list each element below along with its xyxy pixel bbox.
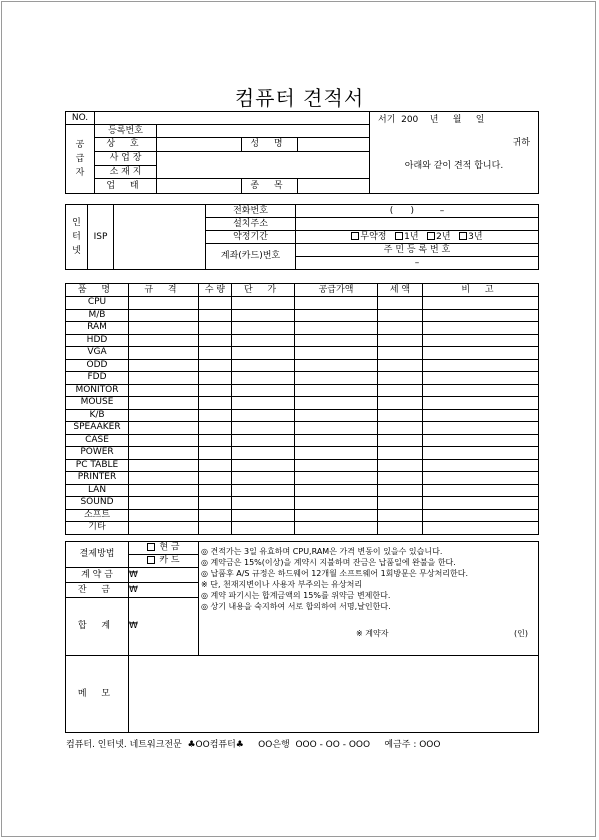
contract-option-1y[interactable]: 1년 <box>395 232 418 242</box>
item-name: SOUND <box>66 497 129 510</box>
unit-price-cell[interactable] <box>232 459 295 472</box>
qty-cell[interactable] <box>199 334 232 347</box>
reg-number-label: 등록번호 <box>95 125 157 138</box>
tax-cell[interactable] <box>378 434 423 447</box>
name-field[interactable] <box>298 138 370 152</box>
contract-option-2y[interactable]: 2년 <box>427 232 450 242</box>
intro-text: 아래와 같이 견적 합니다. <box>404 161 504 171</box>
table-row <box>66 359 539 372</box>
term-note: ◎ 계약금은 15%(이상)을 계약시 지불하며 잔금은 납품일에 완불을 한다. <box>201 558 456 567</box>
qty-cell[interactable] <box>199 397 232 410</box>
table-row <box>66 347 539 360</box>
total-amount[interactable]: ₩ <box>129 598 199 656</box>
tax-cell[interactable] <box>378 459 423 472</box>
supply-value-cell[interactable] <box>295 347 378 360</box>
remarks-cell[interactable] <box>423 459 539 472</box>
supply-value-cell[interactable] <box>295 447 378 460</box>
business-type-field[interactable] <box>157 179 242 194</box>
item-label: 종 목 <box>242 179 298 194</box>
isp-field[interactable] <box>114 205 206 270</box>
qty-cell[interactable] <box>199 297 232 310</box>
item-name: PC TABLE <box>66 459 129 472</box>
spec-cell[interactable] <box>129 397 199 410</box>
tax-cell[interactable] <box>378 359 423 372</box>
remarks-cell[interactable] <box>423 297 539 310</box>
checkbox-icon <box>147 543 155 551</box>
business-type-label: 업 태 <box>95 179 157 194</box>
supply-value-cell[interactable] <box>295 359 378 372</box>
item-name: MONITOR <box>66 384 129 397</box>
business-place-label: 사 업 장 <box>95 152 157 166</box>
name-label: 성 명 <box>242 138 298 152</box>
deposit-amount[interactable]: ₩ <box>129 568 199 583</box>
table-row <box>66 334 539 347</box>
item-name: PRINTER <box>66 472 129 485</box>
memo-field[interactable] <box>129 656 539 733</box>
table-row <box>66 472 539 485</box>
remarks-cell[interactable] <box>423 497 539 510</box>
supply-value-cell[interactable] <box>295 422 378 435</box>
table-row <box>66 309 539 322</box>
item-name: M/B <box>66 309 129 322</box>
col-header-qty: 수 량 <box>199 284 232 297</box>
unit-price-cell[interactable] <box>232 497 295 510</box>
remarks-cell[interactable] <box>423 472 539 485</box>
table-row <box>66 447 539 460</box>
remarks-cell[interactable] <box>423 334 539 347</box>
date-cell <box>370 112 539 194</box>
supply-value-cell[interactable] <box>295 384 378 397</box>
qty-cell[interactable] <box>199 347 232 360</box>
qty-cell[interactable] <box>199 372 232 385</box>
remarks-cell[interactable] <box>423 372 539 385</box>
qty-cell[interactable] <box>199 422 232 435</box>
tax-cell[interactable] <box>378 372 423 385</box>
install-address-field[interactable] <box>296 218 539 231</box>
tax-cell[interactable] <box>378 397 423 410</box>
spec-cell[interactable] <box>129 522 199 535</box>
supply-value-cell[interactable] <box>295 472 378 485</box>
supply-value-cell[interactable] <box>295 334 378 347</box>
remarks-cell[interactable] <box>423 409 539 422</box>
location-label: 소 재 지 <box>95 166 157 179</box>
spec-cell[interactable] <box>129 484 199 497</box>
table-row <box>66 484 539 497</box>
table-row <box>66 397 539 410</box>
payment-method-label: 결제방법 <box>66 542 129 568</box>
item-name: HDD <box>66 334 129 347</box>
supply-value-cell[interactable] <box>295 484 378 497</box>
install-address-label: 설치주소 <box>206 218 296 231</box>
supply-value-cell[interactable] <box>295 309 378 322</box>
unit-price-cell[interactable] <box>232 359 295 372</box>
checkbox-icon <box>459 232 467 240</box>
spec-cell[interactable] <box>129 359 199 372</box>
term-note: ◎ 계약 파기시는 합계금액의 15%를 위약금 변제한다. <box>201 591 391 600</box>
qty-cell[interactable] <box>199 359 232 372</box>
remarks-cell[interactable] <box>423 322 539 335</box>
qty-cell[interactable] <box>199 472 232 485</box>
tax-cell[interactable] <box>378 522 423 535</box>
supply-value-cell[interactable] <box>295 372 378 385</box>
term-note: ◎ 납품후 A/S 규정은 하드웨어 12개월 소프트웨어 1회방문은 무상처리한다. <box>201 569 469 578</box>
qty-cell[interactable] <box>199 384 232 397</box>
resident-number-label: 주 민 등 록 번 호 <box>296 244 539 257</box>
total-label: 합 계 <box>66 598 129 656</box>
unit-price-cell[interactable] <box>232 409 295 422</box>
table-row <box>66 497 539 510</box>
remarks-cell[interactable] <box>423 422 539 435</box>
tax-cell[interactable] <box>378 484 423 497</box>
reg-number-field[interactable] <box>157 125 370 138</box>
col-header-item: 품 명 <box>66 284 129 297</box>
remarks-cell[interactable] <box>423 509 539 522</box>
col-header-unit-price: 단 가 <box>232 284 295 297</box>
contract-option-none[interactable]: 무약정 <box>351 232 386 242</box>
page-title: 컴퓨터 견적서 <box>234 86 365 110</box>
item-name: FDD <box>66 372 129 385</box>
spec-cell[interactable] <box>129 309 199 322</box>
remarks-cell[interactable] <box>423 309 539 322</box>
qty-cell[interactable] <box>199 522 232 535</box>
company-field[interactable] <box>157 138 242 152</box>
tax-cell[interactable] <box>378 472 423 485</box>
balance-label: 잔 금 <box>66 583 129 598</box>
remarks-cell[interactable] <box>423 347 539 360</box>
table-row <box>66 409 539 422</box>
supply-value-cell[interactable] <box>295 434 378 447</box>
table-row <box>66 434 539 447</box>
honorific: 귀하 <box>512 138 530 148</box>
address-field[interactable] <box>157 152 370 179</box>
item-name: CPU <box>66 297 129 310</box>
table-row <box>66 459 539 472</box>
tax-cell[interactable] <box>378 309 423 322</box>
checkbox-icon <box>351 232 359 240</box>
unit-price-cell[interactable] <box>232 397 295 410</box>
supplier-table <box>65 111 539 194</box>
spec-cell[interactable] <box>129 422 199 435</box>
unit-price-cell[interactable] <box>232 509 295 522</box>
unit-price-cell[interactable] <box>232 334 295 347</box>
checkbox-icon <box>147 556 155 564</box>
summary-table <box>65 541 539 733</box>
phone-field[interactable]: ( ) – <box>296 205 539 218</box>
memo-label: 메 모 <box>66 656 129 733</box>
internet-label: 인터넷 <box>66 205 88 270</box>
col-header-spec: 규 격 <box>129 284 199 297</box>
unit-price-cell[interactable] <box>232 297 295 310</box>
item-name: SPEAAKER <box>66 422 129 435</box>
item-name: VGA <box>66 347 129 360</box>
table-row <box>66 509 539 522</box>
spec-cell[interactable] <box>129 459 199 472</box>
contract-period-label: 약정기간 <box>206 231 296 244</box>
qty-cell[interactable] <box>199 447 232 460</box>
col-header-remarks: 비 고 <box>423 284 539 297</box>
spec-cell[interactable] <box>129 434 199 447</box>
table-row <box>66 522 539 535</box>
item-name: CASE <box>66 434 129 447</box>
resident-number-field[interactable]: – <box>296 257 539 270</box>
contract-option-3y[interactable]: 3년 <box>459 232 482 242</box>
item-name: RAM <box>66 322 129 335</box>
col-header-tax: 세 액 <box>378 284 423 297</box>
term-note: ◎ 상기 내용을 숙지하여 서로 합의하여 서명,날인한다. <box>201 602 391 611</box>
internet-table <box>65 204 539 270</box>
unit-price-cell[interactable] <box>232 347 295 360</box>
tax-cell[interactable] <box>378 447 423 460</box>
spec-cell[interactable] <box>129 384 199 397</box>
term-note: ※ 단, 천재지변이나 사용자 부주의는 유상처리 <box>201 580 363 589</box>
remarks-cell[interactable] <box>423 397 539 410</box>
spec-cell[interactable] <box>129 409 199 422</box>
company-label: 상 호 <box>95 138 157 152</box>
deposit-label: 계 약 금 <box>66 568 129 583</box>
no-label: NO. <box>66 112 95 125</box>
contract-options <box>296 231 539 244</box>
balance-amount[interactable]: ₩ <box>129 583 199 598</box>
item-name: LAN <box>66 484 129 497</box>
qty-cell[interactable] <box>199 459 232 472</box>
spec-cell[interactable] <box>129 372 199 385</box>
unit-price-cell[interactable] <box>232 309 295 322</box>
tax-cell[interactable] <box>378 509 423 522</box>
account-card-label: 계좌(카드)번호 <box>206 244 296 270</box>
spec-cell[interactable] <box>129 322 199 335</box>
qty-cell[interactable] <box>199 322 232 335</box>
spec-cell[interactable] <box>129 347 199 360</box>
remarks-cell[interactable] <box>423 434 539 447</box>
spec-cell[interactable] <box>129 447 199 460</box>
unit-price-cell[interactable] <box>232 422 295 435</box>
footer-text: 컴퓨터. 인터넷. 네트워크전문 ♣OO컴퓨터♣ OO은행 OOO - OO - OOO 예금주 : OOO <box>66 740 441 750</box>
unit-price-cell[interactable] <box>232 522 295 535</box>
item-name: ODD <box>66 359 129 372</box>
spec-cell[interactable] <box>129 497 199 510</box>
qty-cell[interactable] <box>199 409 232 422</box>
unit-price-cell[interactable] <box>232 322 295 335</box>
no-field[interactable] <box>95 112 370 125</box>
item-name: MOUSE <box>66 397 129 410</box>
qty-cell[interactable] <box>199 484 232 497</box>
signer-label: ※ 계약자 <box>356 629 389 638</box>
date-text: 서기 200 년 월 일 <box>378 115 485 125</box>
tax-cell[interactable] <box>378 347 423 360</box>
unit-price-cell[interactable] <box>232 384 295 397</box>
unit-price-cell[interactable] <box>232 484 295 497</box>
supply-value-cell[interactable] <box>295 397 378 410</box>
term-note: ◎ 견적가는 3일 유효하며 CPU,RAM은 가격 변동이 있을수 있습니다. <box>201 547 443 556</box>
tax-cell[interactable] <box>378 422 423 435</box>
tax-cell[interactable] <box>378 384 423 397</box>
tax-cell[interactable] <box>378 497 423 510</box>
qty-cell[interactable] <box>199 509 232 522</box>
remarks-cell[interactable] <box>423 447 539 460</box>
items-header-row <box>66 284 539 297</box>
item-name: POWER <box>66 447 129 460</box>
item-name: 기타 <box>66 522 129 535</box>
col-header-supply-value: 공급가액 <box>295 284 378 297</box>
supply-value-cell[interactable] <box>295 322 378 335</box>
unit-price-cell[interactable] <box>232 447 295 460</box>
table-row <box>66 422 539 435</box>
table-row <box>66 322 539 335</box>
terms-cell <box>199 542 539 656</box>
tax-cell[interactable] <box>378 409 423 422</box>
checkbox-icon <box>395 232 403 240</box>
qty-cell[interactable] <box>199 434 232 447</box>
remarks-cell[interactable] <box>423 484 539 497</box>
item-name: 소프트 <box>66 509 129 522</box>
checkbox-icon <box>427 232 435 240</box>
tax-cell[interactable] <box>378 322 423 335</box>
payment-option-card[interactable]: 카 드 <box>129 555 199 568</box>
seal-mark: (인) <box>514 629 528 638</box>
items-table <box>65 283 539 535</box>
isp-label: ISP <box>88 205 114 270</box>
supply-value-cell[interactable] <box>295 497 378 510</box>
unit-price-cell[interactable] <box>232 372 295 385</box>
remarks-cell[interactable] <box>423 384 539 397</box>
unit-price-cell[interactable] <box>232 434 295 447</box>
qty-cell[interactable] <box>199 497 232 510</box>
item-field[interactable] <box>298 179 370 194</box>
item-name: K/B <box>66 409 129 422</box>
remarks-cell[interactable] <box>423 359 539 372</box>
remarks-cell[interactable] <box>423 522 539 535</box>
spec-cell[interactable] <box>129 334 199 347</box>
table-row <box>66 372 539 385</box>
supply-value-cell[interactable] <box>295 409 378 422</box>
spec-cell[interactable] <box>129 297 199 310</box>
spec-cell[interactable] <box>129 472 199 485</box>
supplier-label: 공급자 <box>66 125 95 194</box>
payment-option-cash[interactable]: 현 금 <box>129 542 199 555</box>
supply-value-cell[interactable] <box>295 509 378 522</box>
qty-cell[interactable] <box>199 309 232 322</box>
phone-label: 전화번호 <box>206 205 296 218</box>
table-row <box>66 297 539 310</box>
supply-value-cell[interactable] <box>295 459 378 472</box>
supply-value-cell[interactable] <box>295 522 378 535</box>
tax-cell[interactable] <box>378 297 423 310</box>
unit-price-cell[interactable] <box>232 472 295 485</box>
tax-cell[interactable] <box>378 334 423 347</box>
spec-cell[interactable] <box>129 509 199 522</box>
supply-value-cell[interactable] <box>295 297 378 310</box>
table-row <box>66 384 539 397</box>
